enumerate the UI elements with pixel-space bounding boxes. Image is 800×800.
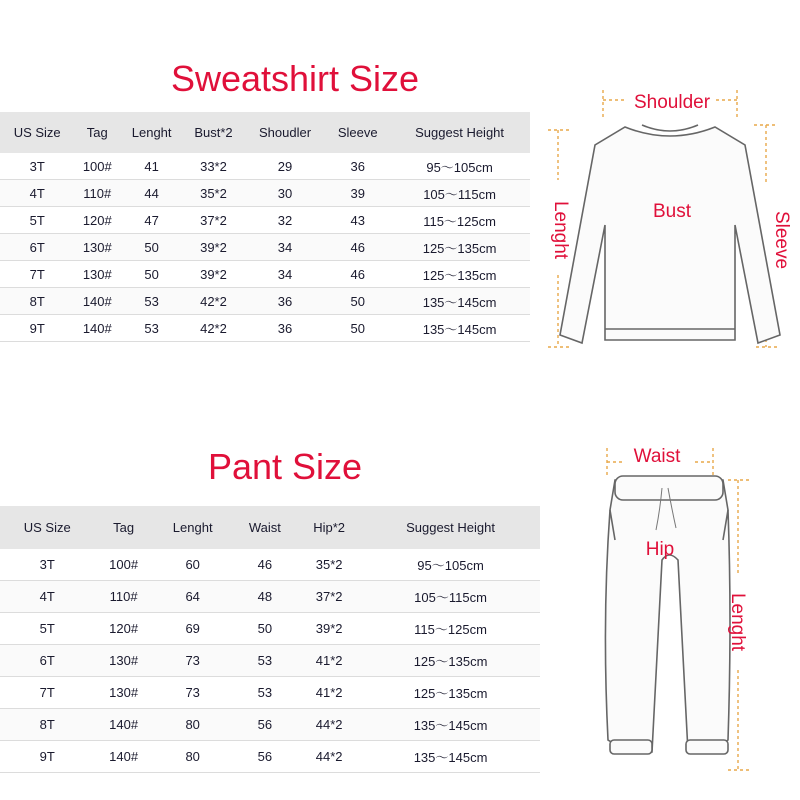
table-cell: 80 (153, 709, 233, 741)
table-cell: 37*2 (183, 207, 244, 234)
table-row (0, 613, 540, 645)
length-label: Lenght (550, 200, 571, 260)
table-row (0, 261, 530, 288)
col-length: Lenght (120, 112, 183, 153)
table-cell: 46 (326, 234, 389, 261)
sweatshirt-outline-icon (560, 125, 780, 343)
table-cell: 8T (0, 288, 74, 315)
table-cell: 50 (326, 288, 389, 315)
table-cell: 35*2 (183, 180, 244, 207)
table-cell: 53 (233, 677, 297, 709)
table-cell: 120# (95, 613, 153, 645)
table-cell: 44 (120, 180, 183, 207)
table-cell: 125～135cm (389, 261, 530, 288)
table-cell: 110# (74, 180, 120, 207)
table-cell: 135～145cm (361, 709, 540, 741)
col-bust: Bust*2 (183, 112, 244, 153)
table-row (0, 709, 540, 741)
table-cell: 44*2 (297, 709, 361, 741)
table-row (0, 180, 530, 207)
col-sleeve: Sleeve (326, 112, 389, 153)
table-cell: 125～135cm (361, 677, 540, 709)
table-cell: 50 (326, 315, 389, 342)
table-cell: 56 (233, 741, 297, 773)
table-cell: 39 (326, 180, 389, 207)
table-cell: 47 (120, 207, 183, 234)
table-cell: 42*2 (183, 288, 244, 315)
table-cell: 53 (233, 645, 297, 677)
table-cell: 80 (153, 741, 233, 773)
table-cell: 41*2 (297, 677, 361, 709)
sweatshirt-size-title: Sweatshirt Size (170, 58, 420, 99)
col-suggest-height: Suggest Height (361, 506, 540, 549)
table-row (0, 288, 530, 315)
table-cell: 36 (326, 153, 389, 180)
table-cell: 64 (153, 581, 233, 613)
sweatshirt-diagram (530, 85, 800, 355)
pant-size-table (0, 506, 540, 773)
table-cell: 135～145cm (389, 288, 530, 315)
table-row (0, 153, 530, 180)
table-row (0, 677, 540, 709)
table-cell: 140# (74, 288, 120, 315)
table-cell: 9T (0, 741, 95, 773)
table-cell: 140# (95, 741, 153, 773)
table-cell: 73 (153, 677, 233, 709)
table-cell: 8T (0, 709, 95, 741)
table-cell: 140# (95, 709, 153, 741)
col-waist: Waist (233, 506, 297, 549)
table-cell: 41*2 (297, 645, 361, 677)
table-cell: 35*2 (297, 549, 361, 581)
table-cell: 115～125cm (361, 613, 540, 645)
table-cell: 7T (0, 261, 74, 288)
table-cell: 50 (233, 613, 297, 645)
table-cell: 115～125cm (389, 207, 530, 234)
table-cell: 5T (0, 613, 95, 645)
table-cell: 130# (95, 645, 153, 677)
table-row (0, 207, 530, 234)
pant-diagram (580, 440, 800, 780)
pant-size-title: Pant Size (207, 446, 363, 487)
table-cell: 56 (233, 709, 297, 741)
table-cell: 53 (120, 315, 183, 342)
table-cell: 140# (74, 315, 120, 342)
table-cell: 41 (120, 153, 183, 180)
table-cell: 44*2 (297, 741, 361, 773)
table-cell: 130# (95, 677, 153, 709)
sweatshirt-size-table (0, 112, 530, 342)
table-row (0, 549, 540, 581)
table-header-row (0, 112, 530, 153)
table-cell: 39*2 (183, 234, 244, 261)
table-row (0, 645, 540, 677)
table-cell: 42*2 (183, 315, 244, 342)
table-cell: 39*2 (297, 613, 361, 645)
table-cell: 34 (244, 234, 326, 261)
table-cell: 3T (0, 153, 74, 180)
table-cell: 48 (233, 581, 297, 613)
table-cell: 135～145cm (389, 315, 530, 342)
col-shoulder: Shoudler (244, 112, 326, 153)
table-row (0, 234, 530, 261)
table-cell: 9T (0, 315, 74, 342)
col-tag: Tag (74, 112, 120, 153)
table-cell: 46 (326, 261, 389, 288)
table-cell: 105～115cm (361, 581, 540, 613)
table-cell: 50 (120, 234, 183, 261)
table-cell: 50 (120, 261, 183, 288)
table-cell: 3T (0, 549, 95, 581)
col-tag: Tag (95, 506, 153, 549)
col-us-size: US Size (0, 112, 74, 153)
table-cell: 29 (244, 153, 326, 180)
table-cell: 30 (244, 180, 326, 207)
table-cell: 120# (74, 207, 120, 234)
table-cell: 100# (74, 153, 120, 180)
table-cell: 4T (0, 180, 74, 207)
table-cell: 130# (74, 234, 120, 261)
table-cell: 5T (0, 207, 74, 234)
col-us-size: US Size (0, 506, 95, 549)
pant-outline-icon (605, 476, 730, 754)
table-cell: 7T (0, 677, 95, 709)
shoulder-label: Shoulder (633, 92, 711, 113)
table-cell: 34 (244, 261, 326, 288)
hip-label: Hip (645, 539, 675, 560)
table-cell: 110# (95, 581, 153, 613)
col-suggest-height: Suggest Height (389, 112, 530, 153)
sleeve-label: Sleeve (771, 210, 792, 270)
table-cell: 33*2 (183, 153, 244, 180)
table-cell: 95～105cm (361, 549, 540, 581)
table-cell: 32 (244, 207, 326, 234)
table-cell: 135～145cm (361, 741, 540, 773)
table-row (0, 741, 540, 773)
table-cell: 100# (95, 549, 153, 581)
col-hip: Hip*2 (297, 506, 361, 549)
table-cell: 37*2 (297, 581, 361, 613)
table-cell: 6T (0, 645, 95, 677)
table-cell: 105～115cm (389, 180, 530, 207)
table-cell: 53 (120, 288, 183, 315)
table-row (0, 315, 530, 342)
table-cell: 60 (153, 549, 233, 581)
waist-label: Waist (633, 446, 681, 467)
table-cell: 69 (153, 613, 233, 645)
table-cell: 46 (233, 549, 297, 581)
table-row (0, 581, 540, 613)
length-label: Lenght (727, 592, 748, 652)
table-cell: 130# (74, 261, 120, 288)
table-cell: 36 (244, 315, 326, 342)
table-cell: 43 (326, 207, 389, 234)
table-cell: 4T (0, 581, 95, 613)
table-header-row (0, 506, 540, 549)
col-length: Lenght (153, 506, 233, 549)
table-cell: 125～135cm (389, 234, 530, 261)
bust-label: Bust (652, 201, 692, 222)
table-cell: 95～105cm (389, 153, 530, 180)
table-cell: 73 (153, 645, 233, 677)
table-cell: 39*2 (183, 261, 244, 288)
table-cell: 6T (0, 234, 74, 261)
table-cell: 125～135cm (361, 645, 540, 677)
table-cell: 36 (244, 288, 326, 315)
